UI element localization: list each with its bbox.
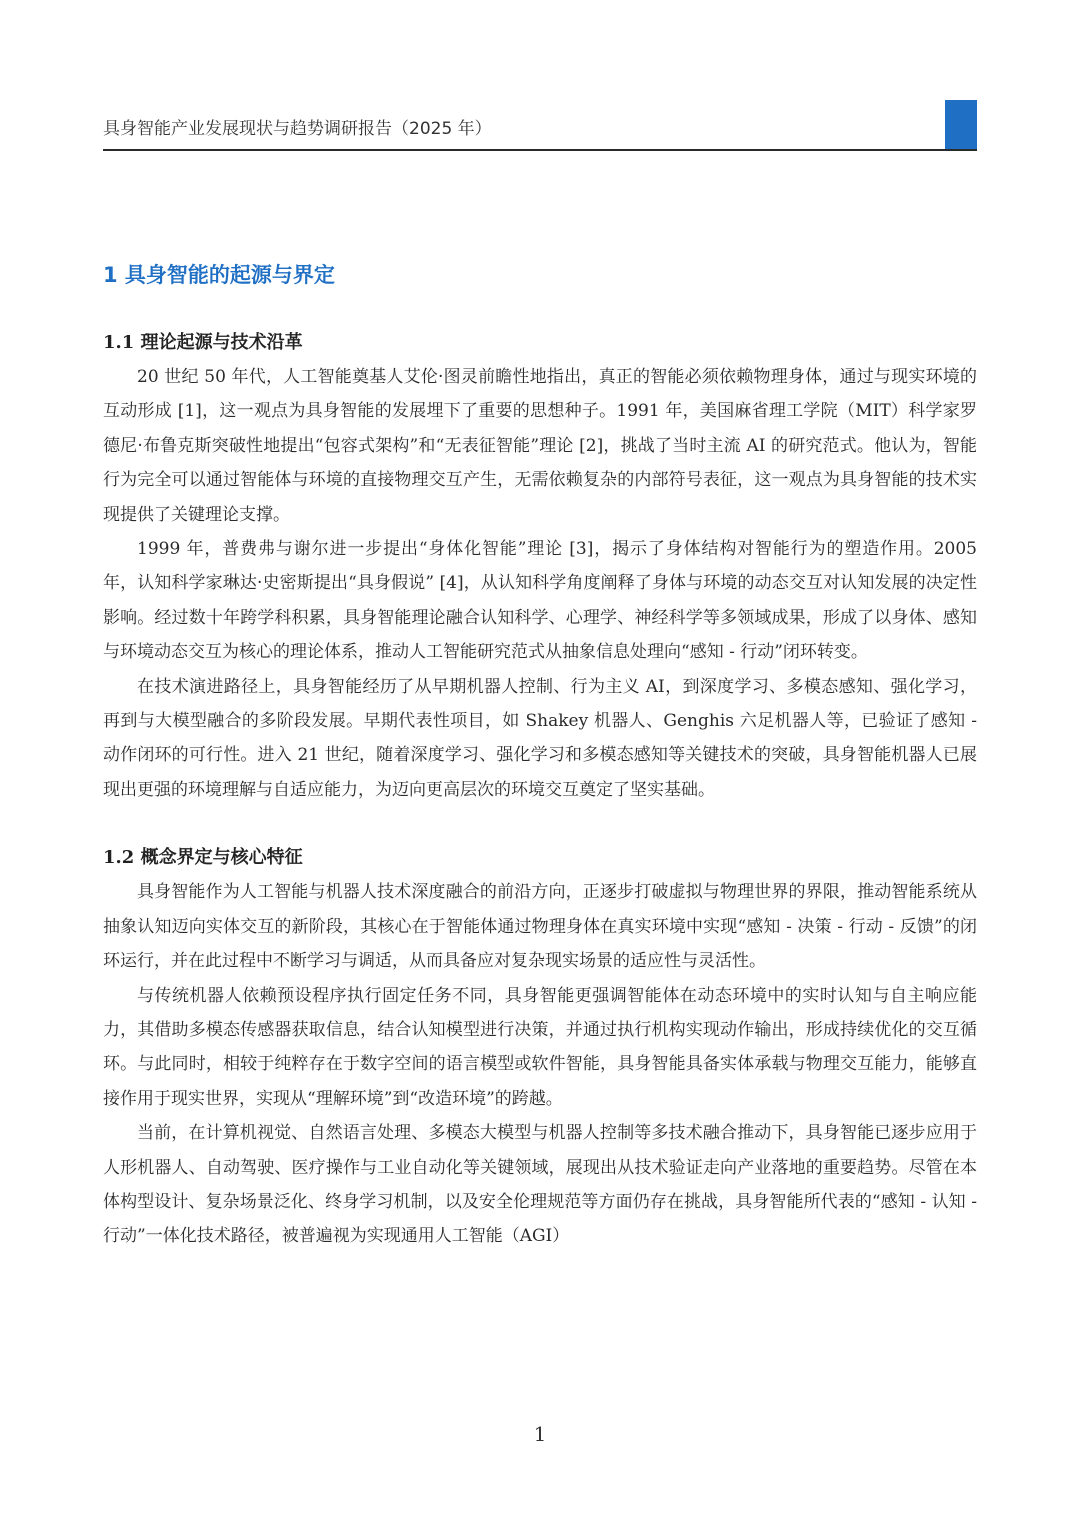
chapter-heading: 1 具身智能的起源与界定 — [103, 263, 335, 287]
page-content — [103, 258, 977, 1254]
paragraph: 具身智能作为人工智能与机器人技术深度融合的前沿方向，正逐步打破虚拟与物理世界的界限，推动智能系统从抽象认知迈向实体交互的新阶段，其核心在于智能体通过物理身体在真实环境中实现“感知 - 决策 - 行动 - 反馈”的闭环运行，并在此过程中不断学习与调适，从而具备应对复杂现实场景的适应性与灵活性。 — [103, 882, 977, 972]
paragraph: 20 世纪 50 年代，人工智能奠基人艾伦·图灵前瞻性地指出，真正的智能必须依赖物理身体，通过与现实环境的互动形成 [1]，这一观点为具身智能的发展埋下了重要的思想种子。1991 年，美国麻省理工学院（MIT）科学家罗德尼·布鲁克斯突破性地提出“包容式架构”和“无表征智能”理论 [2]，挑战了当时主流 AI 的研究范式。他认为，智能行为完全可以通过智能体与环境的直接物理交互产生，无需依赖复杂的内部符号表征，这一观点为具身智能的技术实现提供了关键理论支撑。 — [103, 367, 977, 525]
paragraph: 在技术演进路径上，具身智能经历了从早期机器人控制、行为主义 AI，到深度学习、多模态感知、强化学习，再到与大模型融合的多阶段发展。早期代表性项目，如 Shakey 机器人、Genghis 六足机器人等，已验证了感知 - 动作闭环的可行性。进入 21 世纪，随着深度学习、强化学习和多模态感知等关键技术的突破，具身智能机器人已展现出更强的环境理解与自适应能力，为迈向更高层次的环境交互奠定了坚实基础。 — [103, 676, 977, 800]
section-heading-1-2: 1.2 概念界定与核心特征 — [103, 847, 303, 869]
paragraph: 1999 年，普费弗与谢尔进一步提出“身体化智能”理论 [3]，揭示了身体结构对智能行为的塑造作用。2005 年，认知科学家琳达·史密斯提出“具身假说” [4]，从认知科学角度阐释了身体与环境的动态交互对认知发展的决定性影响。经过数十年跨学科积累，具身智能理论融合认知科学、心理学、神经科学等多领域成果，形成了以身体、感知与环境动态交互为核心的理论体系，推动人工智能研究范式从抽象信息处理向“感知 - 行动”闭环转变。 — [103, 539, 977, 663]
paragraph: 与传统机器人依赖预设程序执行固定任务不同，具身智能更强调智能体在动态环境中的实时认知与自主响应能力，其借助多模态传感器获取信息，结合认知模型进行决策，并通过执行机构实现动作输出，形成持续优化的交互循环。与此同时，相较于纯粹存在于数字空间的语言模型或软件智能，具身智能具备实体承载与物理交互能力，能够直接作用于现实世界，实现从“理解环境”到“改造环境”的跨越。 — [103, 985, 977, 1109]
header-accent-block — [945, 100, 977, 150]
section-heading-1-1: 1.1 理论起源与技术沿革 — [103, 332, 303, 353]
header-divider — [103, 149, 977, 151]
page-header — [103, 100, 977, 150]
header-title: 具身智能产业发展现状与趋势调研报告（2025 年） — [103, 119, 492, 139]
paragraph: 当前，在计算机视觉、自然语言处理、多模态大模型与机器人控制等多技术融合推动下，具身智能已逐步应用于人形机器人、自动驾驶、医疗操作与工业自动化等关键领域，展现出从技术验证走向产业落地的重要趋势。尽管在本体构型设计、复杂场景泛化、终身学习机制，以及安全伦理规范等方面仍存在挑战，具身智能所代表的“感知 - 认知 - 行动”一体化技术路径，被普遍视为实现通用人工智能（AGI） — [103, 1123, 977, 1247]
page-number: 1 — [533, 1422, 547, 1446]
